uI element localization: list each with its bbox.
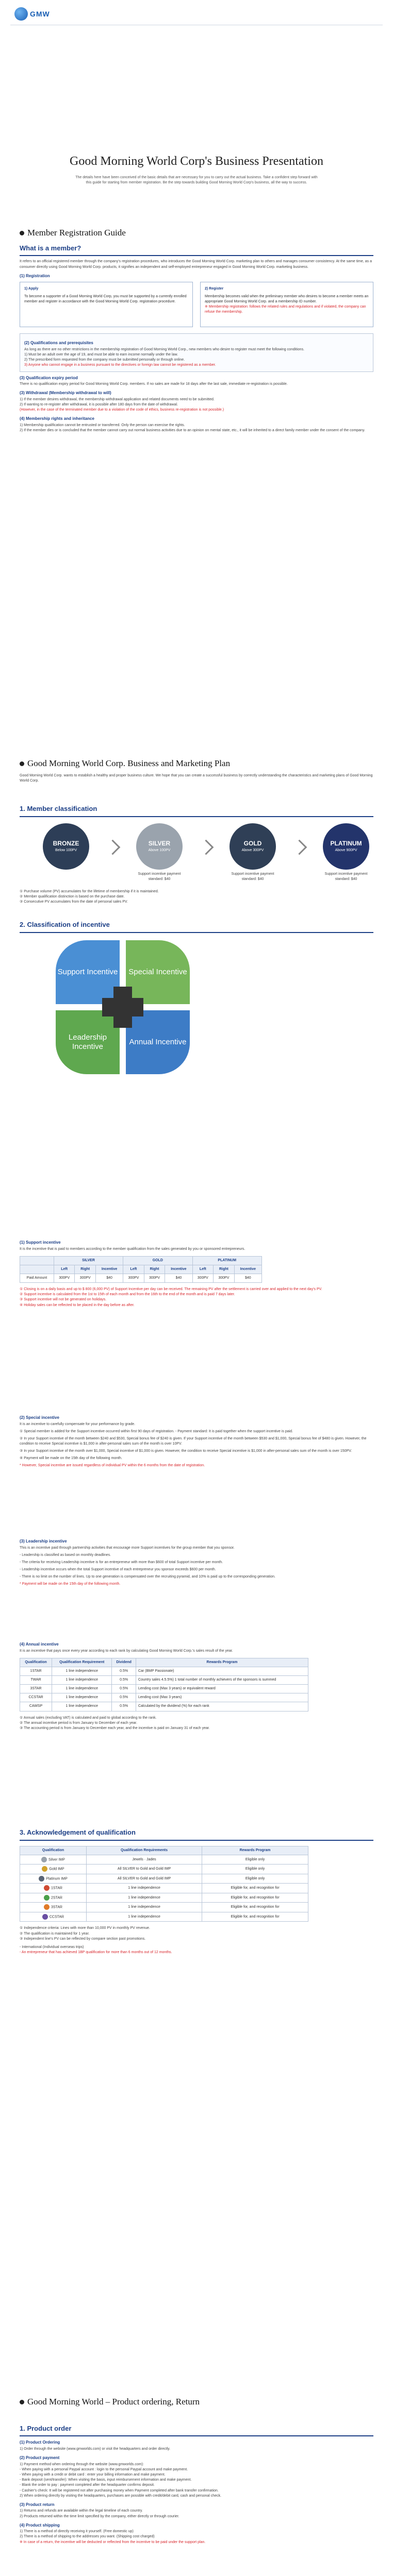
product-heading-text: Good Morning World – Product ordering, Return [27,2397,200,2406]
table-header-row [20,1256,262,1265]
product-section [20,2396,373,2545]
table-cell: CAWSP [20,1702,52,1711]
bullet-icon [20,2400,24,2404]
bullet-icon [20,231,24,235]
tier-name: BRONZE [53,840,79,847]
qualification-item: 3) Anyone who cannot engage in a business pursuant to the directives or foreign law cannot be registered as a member. [24,363,216,367]
table-cell: 300PV [123,1274,144,1283]
tier-platinum [320,823,372,882]
table-cell: 300PV [75,1274,96,1283]
table-cell [20,1874,87,1883]
table-row [20,1903,308,1912]
special-item: ③ In your Support incentive of the month over $1,000, Special incentive of $1,000 is given. However, the condition to receive Special incentive is $1,000 in after-personal sales sum of the month is over 150PV. [20,1449,352,1453]
table-cell [20,1903,87,1912]
table-cell: 0.5% [112,1702,136,1711]
plus-icon-bar [102,998,143,1016]
rights-label: (4) Membership rights and inheritance [20,416,94,421]
table-cell: Country sales 4.5.5%) 1 total number of monthly achievers of the sponsors is summed [136,1676,308,1685]
incentive-diagram [56,940,190,1074]
payment-label: (2) Product payment [20,2455,60,2461]
table-cell: 1 line independence [86,1884,202,1893]
international-note: - An entrepreneur that has achieved 1BP qualification for more than 6 months out of 12 months. [20,1950,172,1954]
table-subheader: Right [144,1265,165,1274]
business-heading-text: Good Morning World Corp. Business and Marketing Plan [27,758,231,768]
withdrawal-item: 2) If wanting to re-register after withdrawal, it is possible after 180 days from the date of withdrawal. [20,402,178,406]
annual-note: ① Annual sales (excluding VAT) is calculated and paid to global according to the rank. [20,1716,157,1720]
page-title: Good Morning World Corp's Business Presentation [70,155,323,168]
chevron-right-icon [199,839,214,855]
table-cell: 0.5% [112,1685,136,1693]
leadership-item: - Leadership is classified as based on monthly deadlines. [20,1553,111,1557]
withdrawal-note: (However, in the case of the terminated member due to a violation of the code of ethics, business re-registration is not possible.) [20,408,224,412]
table-header: SILVER [54,1256,123,1265]
register-title: 2) Register [205,287,224,291]
business-section [20,757,373,1074]
bullet-icon [20,761,24,766]
logo[interactable] [14,7,50,21]
badge-icon [42,1914,48,1920]
table-subheader: Incentive [165,1265,192,1274]
payment-item: 2) When ordering directly by visiting the headquarters, purchases are possible with credit/debit card, cash and personal check. [20,2494,222,2498]
leadership-incentive-tile: Leadership Incentive [56,1010,120,1074]
qualifications-text: As long as there are no other restrictions in the membership registration of Good Morning World Corp., new members who desire to register must meet the following conditions. [24,347,305,351]
table-cell: 1 line independence [86,1903,202,1912]
table-cell: 1 line independence [52,1693,112,1702]
rights-item: 2) If the member dies or is concluded that the member cannot carry out normal business activities due to an opinion on mental state, etc., it will be inherited to a direct family member under the consent of the company. [20,429,365,432]
support-text: It is the incentive that is paid to members according to the member qualification from the sales generated by you or sponsored entrepreneurs. [20,1247,245,1251]
tier-threshold: Below 100PV [55,849,77,853]
tier-threshold: Above 300PV [241,849,264,853]
annual-text: It is an incentive that pays once every year according to each rank by calculating Good Morning World Corp.'s sales result of the year. [20,1649,233,1653]
leadership-incentive-section [20,1535,373,1587]
table-cell: $40 [95,1274,123,1283]
table-header: Qualification [20,1658,52,1667]
table-subheader-row [20,1265,262,1274]
table-cell: $40 [234,1274,261,1283]
table-row [20,1274,262,1283]
table-cell: 300PV [144,1274,165,1283]
payment-item: - When paying with a credit or debit card : enter your billing information and make payment. [20,2473,166,2477]
table-cell: 300PV [192,1274,214,1283]
table-cell: Eligible for, and recognition for [202,1903,308,1912]
special-item: ④ Payment will be made on the 15th day of the following month. [20,1456,122,1461]
table-row [20,1893,308,1902]
table-cell [20,1855,87,1864]
table-header: PLATINUM [192,1256,261,1265]
annual-note: ② The annual incentive period is from January to December of each year. [20,1721,137,1725]
table-subheader: Left [192,1265,214,1274]
chevron-right-icon [292,839,307,855]
table-cell: Jewels · Jades [86,1855,202,1864]
table-cell: 1 line independence [86,1893,202,1902]
table-cell: 1STAR [20,1667,52,1675]
support-incentive-section [20,1236,373,1308]
special-text: It is an incentive to carefully compensate for your performance by grade. [20,1422,136,1426]
shipping-item: 2) There is a method of shipping to the addresses you want. (Shipping cost charged) [20,2535,155,2539]
table-cell: 300PV [214,1274,235,1283]
table-header: Qualification Requirement [52,1658,112,1667]
table-cell: Car (BMP Passionate) [136,1667,308,1675]
tier-note: ② Member qualification distinction is based on the purchase date. [20,895,125,899]
tier-note: ③ Consecutive PV accumulates from the date of personal sales PV. [20,900,128,904]
registration-heading-text: Member Registration Guide [27,228,126,238]
payment-item: - Blank the order to pay : payment completed after the headquarter confirms deposit. [20,2483,155,2487]
tier-caption: Support incentive payment standard: $40 [231,872,274,881]
tier-silver-circle [136,823,183,870]
leadership-note: * Payment will be made on the 15th day of the following month. [20,1582,121,1586]
table-header: Rewards Program [202,1846,308,1855]
shipping-item: 1) There is a method of directly receiving it yourself. (Free domestic up) [20,2530,134,2534]
support-note: ② Support incentive is calculated from the 1st to 15th of each month and from the 16th to the end of the month and is paid 7 days later. [20,1293,235,1297]
payment-item: - Cashier's check: It will be registered not after purchasing money when Payment completed after bank transfer confirmation. [20,2488,219,2493]
table-cell [20,1884,87,1893]
badge-icon [44,1895,50,1901]
special-incentive-section [20,1412,373,1469]
return-item: 2) Products returned within the time limit specified by the company, either directly or through courier. [20,2514,179,2518]
withdrawal-item: 1) If the member desires withdrawal, the membership withdrawal application and related documents need to be submitted. [20,397,215,401]
table-row [20,1676,308,1685]
tier-platinum-circle [323,823,369,870]
qualification-name: 1STAR [51,1886,62,1890]
table-cell: TWAR [20,1676,52,1685]
table-header: Qualification Requirements [86,1846,202,1855]
leadership-item: - The criteria for receiving Leadership incentive is for an entrepreneur with more than $600 of total Support incentive per month. [20,1560,223,1564]
table-row [20,1702,308,1711]
tier-gold-circle [230,823,276,870]
special-note: * However, Special incentive are issued regardless of individual PV within the 6 months from the date of registration. [20,1464,205,1468]
shipping-note: ※ In case of a return, the incentive will be deducted or reflected from the incentive to be paid under the support plan. [20,2540,206,2544]
shipping-label: (4) Product shipping [20,2522,60,2528]
table-header: GOLD [123,1256,192,1265]
registration-label: (1) Registration [20,273,50,278]
table-cell: 0.5% [112,1676,136,1685]
acknowledgement-section [20,1824,373,1955]
tier-bronze-circle [43,823,89,870]
withdrawal-label: (3) Withdrawal (Membership withdrawal to will) [20,391,111,396]
table-cell: CCSTAR [20,1693,52,1702]
table-subheader: Incentive [234,1265,261,1274]
tier-notes [20,889,373,905]
registration-steps [20,282,373,327]
support-table [20,1256,262,1283]
table-corner [20,1265,54,1274]
support-incentive-tile: Support Incentive [56,940,120,1004]
what-is-member-heading: What is a member? [20,244,373,257]
table-header-row [20,1658,308,1667]
register-note: ※ Membership registration: follows the related rules and regulations and if violated, the company can refuse the membership. [205,304,366,314]
tier-threshold: Above 900PV [335,849,357,853]
qualification-item: 2) The prescribed form requested from the company must be submitted personally or through online. [24,358,185,362]
table-row [20,1667,308,1675]
table-cell: Eligible only [202,1855,308,1864]
expiry-label: (3) Qualification expiry period [20,375,78,380]
table-row [20,1874,308,1883]
badge-icon [42,1866,47,1872]
business-intro: Good Morning World Corp. wants to establish a healthy and proper business culture. We hope that you can create a successful business by correctly understanding the characteristics and marketing plans of Good Morning World Corp. [20,773,373,783]
ordering-item: 1) Order through the website (www.gmworlds.com) or visit the headquarters and order directly. [20,2447,171,2451]
annual-table [20,1658,308,1711]
table-cell: Lending cost (Max 3 years) or equivalent reward [136,1685,308,1693]
table-cell [20,1893,87,1902]
tier-name: SILVER [148,840,171,847]
annual-label: (4) Annual incentive [20,1642,59,1647]
leadership-label: (3) Leadership incentive [20,1539,67,1544]
table-header-row [20,1846,308,1855]
qualifications-box [20,333,373,371]
table-cell: $40 [165,1274,192,1283]
tier-note: ① Purchase volume (PV) accumulates for the lifetime of membership if it is maintained. [20,890,159,894]
expiry-text: There is no qualification expiry period for Good Morning World Corp. members. If no sales are made for 18 days after the last sale, immediate re-registration is possible. [20,382,288,386]
register-box [200,282,373,327]
incentive-heading: 2. Classification of incentive [20,920,373,933]
support-note: ① Closing is on a daily basis and up to $ 800 (6,000 PV) of Support Incentive per day can be received. The remaining PV after the settlement is carried over and applied to the next day's PV. [20,1287,322,1292]
special-incentive-tile: Special Incentive [126,940,190,1004]
acknowledgement-table [20,1846,308,1922]
support-notes [20,1287,373,1308]
table-cell [20,1912,87,1921]
leadership-item: - Leadership incentive occurs when the total Support incentive of each entrepreneur you sponsor exceeds $600 per month. [20,1568,216,1572]
what-is-member-text: It refers to an official registered member through the company's registration procedures, who introduces the Good Morning World Corp. marketing plan to others and manages consumer consistency. At the same time, as a consumer directly using Good Morning World Corp. products, it signifies an independent and self-employed entrepreneur engaged in Good Morning World Corp. marketing business. [20,260,372,269]
support-note: ④ Holiday sales can be reflected to be placed in the day before as after. [20,1303,135,1307]
registration-section [20,227,373,433]
table-cell: Lending cost (Max 3 years) [136,1693,308,1702]
intro-text: The details here have been conceived of the basic details that are necessary for you to carry out the actual business. Take a confident step forward with this guide for starting from member registration. Be the step towards building Good Morning World Corp's business, all the way to success. [75,176,318,185]
annual-notes [20,1716,373,1731]
register-text: Membership becomes valid when the preliminary member who desires to become a member meets an appropriate Good Morning World Corp. and a membership ID number. [205,294,369,303]
table-row [20,1855,308,1864]
table-row [20,1685,308,1693]
table-row-label: Paid Amount [20,1274,54,1283]
tier-name: PLATINUM [330,840,362,847]
badge-icon [44,1885,50,1891]
table-subheader: Right [75,1265,96,1274]
return-label: (3) Product return [20,2502,55,2507]
table-cell: 0.5% [112,1667,136,1675]
qualification-name: 2STAR [51,1896,62,1900]
table-cell: Eligible only [202,1874,308,1883]
table-cell: All SILVER to Gold and Gold IMP [86,1874,202,1883]
acknowledgement-heading: 3. Acknowledgement of qualification [20,1828,373,1841]
international-label: - International (Individual overseas trips) [20,1945,84,1949]
logo-mark-icon [14,7,28,21]
table-subheader: Incentive [95,1265,123,1274]
table-cell: 3STAR [20,1685,52,1693]
table-cell: 1 line independence [52,1702,112,1711]
table-cell: 1 line independence [52,1676,112,1685]
table-header: Rewards Program [136,1658,308,1667]
badge-icon [39,1876,44,1882]
acknowledgement-note: ③ Independent line's PV can be reflected by compare section past promotions. [20,1937,146,1941]
product-order-heading: 1. Product order [20,2424,373,2437]
payment-item: 1) Payment method when ordering through the website (www.gmworlds.com): [20,2462,144,2466]
table-cell: 1 line independence [86,1912,202,1921]
ordering-label: (1) Product Ordering [20,2440,60,2445]
apply-text: To become a supporter of a Good Morning World Corp, you must be supported by a currently enrolled member and register in accordance with the Good Morning World Corp. registration procedure. [24,294,187,303]
table-cell: 0.5% [112,1693,136,1702]
tier-bronze [40,823,92,870]
business-heading [20,757,373,770]
payment-item: - When paying with a personal Paypal account : login to the personal Paypal account and make payment. [20,2467,188,2471]
return-item: 1) Returns and refunds are available within the legal timeline of each country. [20,2509,143,2513]
tier-threshold: Above 100PV [148,849,171,853]
apply-box [20,282,193,327]
table-row [20,1912,308,1921]
table-cell: Eligible for, and recognition for [202,1912,308,1921]
table-cell: Eligible only [202,1865,308,1874]
chevron-right-icon [105,839,121,855]
table-row [20,1865,308,1874]
acknowledgement-note: ① Independence criteria: Lines with more than 10,000 PV in monthly PV revenue. [20,1926,150,1930]
membership-heading: 1. Member classification [20,804,373,817]
support-note: ③ Support incentive will not be generated on holidays. [20,1298,107,1302]
table-corner [20,1256,54,1265]
annual-incentive-tile: Annual Incentive [126,1010,190,1074]
rights-item: 1) Membership qualification cannot be entrusted or transferred. Only the person can exercise the rights. [20,423,185,427]
tier-caption: Support incentive payment standard: $40 [138,872,181,881]
table-cell: Eligible for, and recognition for [202,1884,308,1893]
table-cell: All SILVER to Gold and Gold IMP [86,1865,202,1874]
special-item: ② In your Support incentive of the month between $240 and $530, Special bonus fee of $240 is given. If your Support incentive of the month between $530 and $1,000, Special bonus fee of $480 is given. However, the condition to receive Special incentive is $1,000 in after-personal sales sum of the month is over 10PV. [20,1436,367,1446]
tier-diagram [40,823,373,882]
table-cell: Eligible for, and recognition for [202,1893,308,1902]
special-item: ① Special member is added for the Support incentive occurred within first 90 days of registration. - Payment standard: It is paid together when the support incentive is paid. [20,1429,293,1433]
support-label: (1) Support incentive [20,1240,61,1245]
tier-silver [134,823,185,882]
tier-gold [227,823,279,882]
qualification-name: 3STAR [51,1905,62,1909]
tier-caption: Support incentive payment standard: $40 [324,872,368,881]
qualification-name: CCSTAR [49,1915,64,1919]
logo-text: GMW [30,9,50,18]
product-heading [20,2396,373,2409]
table-subheader: Left [123,1265,144,1274]
table-cell: Calculated by the dividend (%) for each rank [136,1702,308,1711]
table-row [20,1693,308,1702]
special-label: (2) Special incentive [20,1415,59,1420]
annual-incentive-section [20,1638,373,1731]
qualifications-label: (2) Qualifications and prerequisites [24,341,93,346]
table-subheader: Left [54,1265,75,1274]
registration-heading [20,227,373,240]
table-row [20,1884,308,1893]
qualification-name: Silver IMP [48,1858,65,1862]
leadership-text: This is an incentive paid through partnership activities that encourage more Support incentives for the group member that you sponsor. [20,1546,235,1550]
table-cell: 1 line independence [52,1667,112,1675]
qualification-name: Platinum IMP [46,1877,68,1881]
acknowledgement-notes [20,1926,373,1955]
table-cell [20,1865,87,1874]
badge-icon [44,1904,50,1910]
annual-note: ③ The accounting period is from January to December each year, and the incentive is paid on January 31 of each year. [20,1726,210,1730]
table-cell: 1 line independence [52,1685,112,1693]
table-cell: 300PV [54,1274,75,1283]
qualification-name: Gold IMP [49,1867,64,1871]
payment-item: - Bank deposit (sent/transfer): When visiting the basis, input reimbursement information and make payment. [20,2478,192,2482]
table-header: Dividend [112,1658,136,1667]
leadership-item: - There is no limit on the number of lines. Up to one generation is compensated over the recruiting pyramid, and 10% is paid up to the corresponding generation. [20,1575,275,1579]
acknowledgement-note: ② The qualification is maintained for 1 year. [20,1931,90,1936]
apply-title: 1) Apply [24,287,39,291]
tier-name: GOLD [243,840,262,847]
table-subheader: Right [214,1265,235,1274]
table-header: Qualification [20,1846,87,1855]
qualification-item: 1) Must be an adult over the age of 19, and must be able to earn income normally under the law. [24,353,178,357]
badge-icon [41,1857,47,1862]
